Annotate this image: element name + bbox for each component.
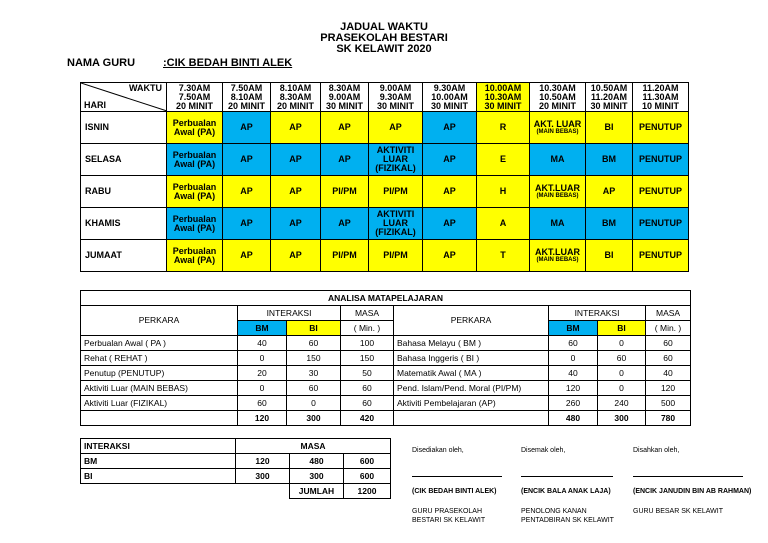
timetable-cell <box>321 144 369 176</box>
time-slot-header <box>530 83 586 112</box>
time-slot-header <box>423 83 477 112</box>
timetable-cell <box>530 144 586 176</box>
timetable-cell <box>271 240 321 272</box>
signatory-role: PENTADBIRAN SK KELAWIT <box>521 517 614 524</box>
summary-value: 600 <box>344 469 391 484</box>
subject-label: BM <box>602 154 616 164</box>
timetable-cell <box>586 112 633 144</box>
summary-row <box>81 454 391 469</box>
masa-label: MASA <box>236 439 391 454</box>
timetable-cell <box>167 144 223 176</box>
signatory-name: (CIK BEDAH BINTI ALEK) <box>412 488 497 495</box>
subject-label: A <box>499 218 507 228</box>
summary-value: 600 <box>344 454 391 469</box>
timetable-cell <box>530 240 586 272</box>
timetable-cell <box>223 112 271 144</box>
analisa-total-row <box>81 411 691 426</box>
value-bm: 20 <box>238 366 287 381</box>
value-masa: 50 <box>341 366 394 381</box>
summary-table <box>80 438 391 499</box>
time-slot-header <box>586 83 633 112</box>
time-slot-l3: 10 MINIT <box>641 100 679 111</box>
perkara-name: Matematik Awal ( MA ) <box>394 366 549 381</box>
time-slot-header <box>369 83 423 112</box>
time-slot-l3: 30 MINIT <box>590 100 628 111</box>
time-slot-l3: 30 MINIT <box>325 100 363 111</box>
title-line-3: SK KELAWIT 2020 <box>336 43 432 55</box>
timetable-cell <box>321 208 369 240</box>
timetable-cell <box>167 208 223 240</box>
time-slot-l3: 30 MINIT <box>376 100 414 111</box>
timetable-row <box>81 176 689 208</box>
timetable-cell <box>223 208 271 240</box>
blank-cell <box>394 411 549 426</box>
subject-label: AKTIVITI LUAR (FIZIKAL) <box>375 145 416 173</box>
timetable-row <box>81 144 689 176</box>
time-slot-l2: 8.10AM <box>230 91 263 102</box>
analisa-title-row <box>81 291 691 306</box>
signatory-role: GURU PRASEKOLAH <box>412 508 483 515</box>
total-bi: 300 <box>287 411 341 426</box>
subject-label: AKTIVITI LUAR (FIZIKAL) <box>375 209 416 237</box>
blank-cell <box>236 484 290 499</box>
perkara-name: Aktiviti Pembelajaran (AP) <box>394 396 549 411</box>
subject-label: AP <box>289 250 302 260</box>
subject-label: AP <box>443 186 456 196</box>
perkara-name: Aktiviti Luar (MAIN BEBAS) <box>81 381 238 396</box>
timetable-cell <box>223 240 271 272</box>
timetable-cell <box>423 240 477 272</box>
subject-label: AP <box>240 186 253 196</box>
total-bi: 300 <box>598 411 646 426</box>
value-masa: 120 <box>646 381 691 396</box>
min-header: ( Min. ) <box>341 321 394 336</box>
subject-label: AKT.LUAR <box>535 246 580 257</box>
subject-label: PI/PM <box>332 250 357 260</box>
timetable-cell <box>271 144 321 176</box>
perkara-header: PERKARA <box>394 306 549 336</box>
value-bm: 120 <box>549 381 598 396</box>
signatory-role: PENOLONG KANAN <box>521 508 587 515</box>
interaksi-label: INTERAKSI <box>81 439 236 454</box>
time-slot-l1: 11.20AM <box>642 82 679 93</box>
time-slot-l1: 8.10AM <box>279 82 312 93</box>
subject-label: BI <box>604 122 614 132</box>
timetable-cell <box>477 144 530 176</box>
value-bi: 60 <box>598 351 646 366</box>
day-name: JUMAAT <box>81 240 167 272</box>
subject-label: AP <box>602 186 616 196</box>
jumlah-label: JUMLAH <box>290 484 344 499</box>
subject-label: AP <box>389 122 402 132</box>
subject-label: AP <box>289 122 302 132</box>
time-slot-l1: 7.30AM <box>178 82 211 93</box>
summary-name: BI <box>81 469 236 484</box>
subject-label: AP <box>443 218 456 228</box>
analisa-row <box>81 396 691 411</box>
timetable-cell <box>271 208 321 240</box>
timetable-cell <box>423 176 477 208</box>
timetable-cell <box>477 176 530 208</box>
timetable-cell <box>271 176 321 208</box>
time-slot-l2: 7.50AM <box>178 91 211 102</box>
value-bi: 150 <box>287 351 341 366</box>
time-slot-l3: 30 MINIT <box>430 100 468 111</box>
time-slot-l3: 30 MINIT <box>484 100 522 111</box>
day-name: ISNIN <box>81 112 167 144</box>
subject-label: AP <box>289 154 302 164</box>
bm-header: BM <box>238 321 287 336</box>
subject-note: (MAIN BEBAS) <box>536 128 579 135</box>
summary-name: BM <box>81 454 236 469</box>
value-bi: 60 <box>287 336 341 351</box>
signature-line <box>412 476 502 477</box>
subject-label: Perbualan Awal (PA) <box>172 117 217 137</box>
signatory-name: (ENCIK JANUDIN BIN AB RAHMAN) <box>633 488 752 495</box>
subject-note: (MAIN BEBAS) <box>536 192 579 199</box>
bm-header: BM <box>549 321 598 336</box>
value-masa: 40 <box>646 366 691 381</box>
value-bm: 40 <box>238 336 287 351</box>
subject-label: AKT. LUAR <box>533 118 582 129</box>
perkara-name: Bahasa Inggeris ( BI ) <box>394 351 549 366</box>
time-slot-l1: 10.50AM <box>590 82 628 93</box>
timetable-header-row <box>81 83 689 112</box>
analisa-row <box>81 381 691 396</box>
time-slot-l1: 8.30AM <box>328 82 361 93</box>
summary-value: 480 <box>290 454 344 469</box>
waktu-label: WAKTU <box>129 83 162 93</box>
masa-header: MASA <box>341 306 394 321</box>
timetable-row <box>81 112 689 144</box>
perkara-header: PERKARA <box>81 306 238 336</box>
timetable-cell <box>369 208 423 240</box>
subject-label: MA <box>550 154 565 164</box>
value-bi: 0 <box>598 381 646 396</box>
value-masa: 100 <box>341 336 394 351</box>
title-line-1: JADUAL WAKTU <box>340 21 428 33</box>
subject-label: PENUTUP <box>638 154 682 164</box>
subject-label: AP <box>240 122 253 132</box>
perkara-name: Bahasa Melayu ( BM ) <box>394 336 549 351</box>
timetable-cell <box>530 112 586 144</box>
total-bm: 480 <box>549 411 598 426</box>
subject-note: (MAIN BEBAS) <box>536 256 579 263</box>
blank-cell <box>81 484 236 499</box>
subject-label: PENUTUP <box>638 122 682 132</box>
perkara-name: Rehat ( REHAT ) <box>81 351 238 366</box>
value-bm: 60 <box>238 396 287 411</box>
subject-label: BM <box>602 218 616 228</box>
value-bm: 40 <box>549 366 598 381</box>
bi-header: BI <box>598 321 646 336</box>
timetable-cell <box>423 144 477 176</box>
interaksi-header: INTERAKSI <box>238 306 341 321</box>
bi-header: BI <box>287 321 341 336</box>
value-bi: 60 <box>287 381 341 396</box>
analisa-row <box>81 366 691 381</box>
value-masa: 60 <box>341 381 394 396</box>
signature-line <box>633 476 743 477</box>
value-masa: 60 <box>646 351 691 366</box>
subject-label: AP <box>338 154 351 164</box>
timetable-cell <box>633 112 689 144</box>
guru-name: :CIK BEDAH BINTI ALEK <box>163 57 293 69</box>
summary-header-row <box>81 439 391 454</box>
subject-label: AP <box>338 218 351 228</box>
time-slot-header <box>223 83 271 112</box>
value-bi: 0 <box>287 396 341 411</box>
time-slot-l1: 10.00AM <box>484 82 522 93</box>
timetable-cell <box>423 112 477 144</box>
subject-label: Perbualan Awal (PA) <box>172 181 217 201</box>
value-masa: 60 <box>646 336 691 351</box>
min-header: ( Min. ) <box>646 321 691 336</box>
subject-label: AP <box>240 154 253 164</box>
time-slot-l1: 9.30AM <box>433 82 466 93</box>
timetable-cell <box>167 240 223 272</box>
timetable-cell <box>167 176 223 208</box>
value-bm: 0 <box>238 351 287 366</box>
subject-label: AP <box>443 250 456 260</box>
timetable-cell <box>321 240 369 272</box>
timetable-cell <box>530 176 586 208</box>
timetable-cell <box>477 208 530 240</box>
subject-label: PENUTUP <box>638 186 682 196</box>
subject-label: PENUTUP <box>638 250 682 260</box>
subject-label: E <box>499 154 506 164</box>
subject-label: AP <box>240 250 253 260</box>
time-slot-l3: 20 MINIT <box>538 100 576 111</box>
time-slot-l2: 11.20AM <box>590 91 628 102</box>
value-bi: 240 <box>598 396 646 411</box>
subject-label: BI <box>604 250 614 260</box>
time-slot-l2: 8.30AM <box>279 91 312 102</box>
analisa-row <box>81 336 691 351</box>
timetable-cell <box>369 144 423 176</box>
perkara-name: Penutup (PENUTUP) <box>81 366 238 381</box>
subject-label: AKT.LUAR <box>535 182 580 193</box>
subject-label: AP <box>443 154 456 164</box>
time-slot-l1: 9.00AM <box>379 82 412 93</box>
time-slot-l1: 10.30AM <box>539 82 576 93</box>
time-slot-l2: 10.50AM <box>539 91 576 102</box>
timetable-cell <box>633 144 689 176</box>
time-slot-header <box>321 83 369 112</box>
time-slot-l3: 20 MINIT <box>175 100 213 111</box>
timetable-cell <box>477 112 530 144</box>
time-slot-header <box>271 83 321 112</box>
timetable-cell <box>586 208 633 240</box>
masa-header: MASA <box>646 306 691 321</box>
subject-label: Perbualan Awal (PA) <box>172 213 217 233</box>
subject-label: AP <box>338 122 351 132</box>
value-bi: 0 <box>598 366 646 381</box>
timetable-cell <box>369 112 423 144</box>
summary-value: 120 <box>236 454 290 469</box>
subject-label: PI/PM <box>332 186 357 196</box>
subject-label: H <box>499 186 507 196</box>
timetable-cell <box>586 144 633 176</box>
timetable-cell <box>167 112 223 144</box>
timetable-cell <box>271 112 321 144</box>
hari-label: HARI <box>84 100 106 110</box>
time-slot-l2: 11.30AM <box>642 91 679 102</box>
signatory-name: (ENCIK BALA ANAK LAJA) <box>521 488 611 495</box>
subject-label: PI/PM <box>383 186 408 196</box>
subject-label: AP <box>443 122 456 132</box>
value-masa: 500 <box>646 396 691 411</box>
timetable-cell <box>369 176 423 208</box>
value-masa: 60 <box>341 396 394 411</box>
time-slot-header <box>633 83 689 112</box>
timetable-cell <box>586 240 633 272</box>
value-bm: 0 <box>549 351 598 366</box>
subject-label: AP <box>289 218 302 228</box>
time-slot-l1: 7.50AM <box>230 82 263 93</box>
title-line-2: PRASEKOLAH BESTARI <box>320 32 448 44</box>
signature-line <box>521 476 613 477</box>
value-bi: 0 <box>598 336 646 351</box>
time-slot-l2: 9.30AM <box>379 91 412 102</box>
timetable-cell <box>321 112 369 144</box>
perkara-name: Pend. Islam/Pend. Moral (PI/PM) <box>394 381 549 396</box>
timetable-cell <box>633 176 689 208</box>
time-slot-header <box>167 83 223 112</box>
time-slot-l3: 20 MINIT <box>276 100 314 111</box>
timetable-cell <box>423 208 477 240</box>
analisa-row <box>81 351 691 366</box>
blank-cell <box>81 411 238 426</box>
timetable <box>80 82 689 272</box>
interaksi-header: INTERAKSI <box>549 306 646 321</box>
timetable-cell <box>633 208 689 240</box>
value-masa: 150 <box>341 351 394 366</box>
timetable-cell <box>633 240 689 272</box>
jumlah-value: 1200 <box>344 484 391 499</box>
subject-label: Perbualan Awal (PA) <box>172 149 217 169</box>
time-slot-l2: 9.00AM <box>328 91 361 102</box>
total-masa: 420 <box>341 411 394 426</box>
timetable-cell <box>321 176 369 208</box>
perkara-name: Perbualan Awal ( PA ) <box>81 336 238 351</box>
day-name: RABU <box>81 176 167 208</box>
time-slot-l2: 10.00AM <box>431 91 468 102</box>
subject-label: Perbualan Awal (PA) <box>172 245 217 265</box>
waktu-hari-cell <box>81 83 167 112</box>
guru-label: NAMA GURU <box>67 57 136 69</box>
value-bm: 60 <box>549 336 598 351</box>
subject-label: AP <box>240 218 253 228</box>
summary-total-row <box>81 484 391 499</box>
signatory-role: GURU BESAR SK KELAWIT <box>633 508 723 515</box>
timetable-cell <box>586 176 633 208</box>
time-slot-header <box>477 83 530 112</box>
total-masa: 780 <box>646 411 691 426</box>
signature-label: Disahkan oleh, <box>633 447 680 454</box>
value-bm: 260 <box>549 396 598 411</box>
analisa-header-row <box>81 306 691 321</box>
timetable-cell <box>223 144 271 176</box>
perkara-name: Aktiviti Luar (FIZIKAL) <box>81 396 238 411</box>
analisa-table <box>80 290 691 426</box>
value-bm: 0 <box>238 381 287 396</box>
signature-label: Disediakan oleh, <box>412 447 464 454</box>
subject-label: T <box>500 250 506 260</box>
subject-label: PENUTUP <box>638 218 682 228</box>
day-name: SELASA <box>81 144 167 176</box>
day-name: KHAMIS <box>81 208 167 240</box>
analisa-title: ANALISA MATAPELAJARAN <box>81 291 691 306</box>
summary-value: 300 <box>236 469 290 484</box>
signature-label: Disemak oleh, <box>521 447 566 454</box>
signatory-role: BESTARI SK KELAWIT <box>412 517 486 524</box>
timetable-row <box>81 208 689 240</box>
time-slot-l3: 20 MINIT <box>227 100 265 111</box>
time-slot-l2: 10.30AM <box>484 91 522 102</box>
timetable-cell <box>223 176 271 208</box>
value-bi: 30 <box>287 366 341 381</box>
subject-label: R <box>499 122 507 132</box>
total-bm: 120 <box>238 411 287 426</box>
subject-label: AP <box>289 186 302 196</box>
summary-row <box>81 469 391 484</box>
subject-label: PI/PM <box>383 250 408 260</box>
timetable-cell <box>477 240 530 272</box>
timetable-cell <box>530 208 586 240</box>
subject-label: MA <box>550 218 565 228</box>
timetable-row <box>81 240 689 272</box>
summary-value: 300 <box>290 469 344 484</box>
timetable-cell <box>369 240 423 272</box>
